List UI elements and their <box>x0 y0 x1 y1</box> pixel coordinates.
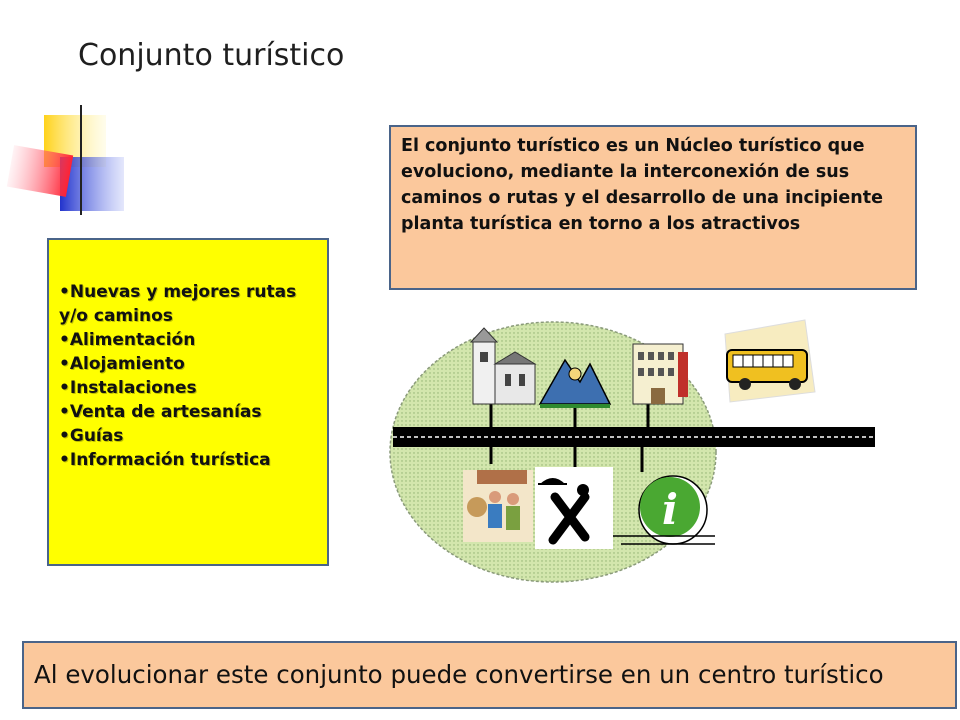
svg-text:i: i <box>662 485 678 534</box>
components-list-box <box>47 238 329 566</box>
crafts-market-icon <box>463 470 533 542</box>
list-item: • Información turística <box>59 448 317 472</box>
bus-icon <box>725 320 815 402</box>
tourist-complex-illustration <box>385 312 880 602</box>
list-item: • Venta de artesanías <box>59 400 317 424</box>
hotel-icon <box>633 344 688 404</box>
list-item: • Alojamiento <box>59 352 317 376</box>
conclusion-box: Al evolucionar este conjunto puede convertirse en un centro turístico <box>22 641 957 709</box>
list-item: • Instalaciones <box>59 376 317 400</box>
list-item: • Guías <box>59 424 317 448</box>
page-title: Conjunto turístico <box>78 38 345 73</box>
list-item: • Nuevas y mejores rutas y/o caminos <box>59 280 317 328</box>
restaurant-waiter-icon <box>535 467 613 549</box>
road <box>393 427 875 447</box>
list-item: • Alimentación <box>59 328 317 352</box>
definition-box: El conjunto turístico es un Núcleo turístico que evoluciono, mediante la interconexión de sus caminos o rutas y el desarrollo de una incipiente planta turística en torno a los atractivos <box>389 125 917 290</box>
